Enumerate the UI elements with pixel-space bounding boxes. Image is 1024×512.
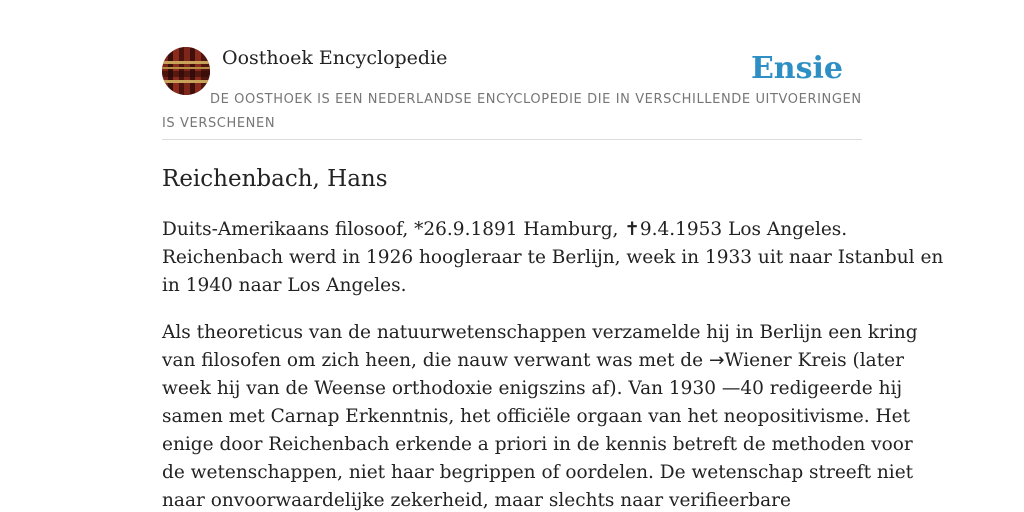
paragraph-line: samen met Carnap Erkenntnis, het officiële orgaan van het neopositivisme. Het bbox=[162, 406, 911, 427]
paragraph-line: Duits-Amerikaans filosoof, *26.9.1891 Hamburg, ✝9.4.1953 Los Angeles. bbox=[162, 219, 848, 240]
article-paragraph-2 bbox=[162, 319, 918, 512]
article-paragraph-1 bbox=[162, 216, 944, 300]
brand-logo[interactable]: Ensie bbox=[750, 51, 843, 86]
paragraph-line bbox=[162, 347, 904, 375]
paragraph-line: enige door Reichenbach erkende a priori in de kennis betreft de methoden voor bbox=[162, 434, 913, 455]
paragraph-text: van filosofen om zich heen, die nauw verwant was met de bbox=[162, 350, 709, 371]
paragraph-line: naar onvoorwaardelijke zekerheid, maar slechts naar verifieerbare bbox=[162, 490, 791, 511]
paragraph-line: de wetenschappen, niet haar begrippen of oordelen. De wetenschap streeft niet bbox=[162, 462, 914, 483]
site-title[interactable]: Oosthoek Encyclopedie bbox=[222, 47, 448, 69]
article-title: Reichenbach, Hans bbox=[162, 166, 388, 192]
header-divider bbox=[162, 139, 862, 140]
paragraph-text: (later bbox=[846, 350, 904, 371]
paragraph-line: Als theoreticus van de natuurwetenschappen verzamelde hij in Berlijn een kring bbox=[162, 322, 918, 343]
paragraph-line: week hij van de Weense orthodoxie enigszins af). Van 1930 —40 redigeerde hij bbox=[162, 378, 903, 399]
paragraph-line: Reichenbach werd in 1926 hoogleraar te Berlijn, week in 1933 uit naar Istanbul en bbox=[162, 247, 944, 268]
page bbox=[162, 0, 944, 512]
site-tagline: DE OOSTHOEK IS EEN NEDERLANDSE ENCYCLOPEDIE DIE IN VERSCHILLENDE UITVOERINGEN IS VERSCHENEN bbox=[162, 92, 862, 131]
cross-reference-arrow-icon: → bbox=[708, 350, 725, 371]
cross-reference-link[interactable]: Wiener Kreis bbox=[724, 350, 847, 371]
paragraph-line: in 1940 naar Los Angeles. bbox=[162, 275, 407, 296]
